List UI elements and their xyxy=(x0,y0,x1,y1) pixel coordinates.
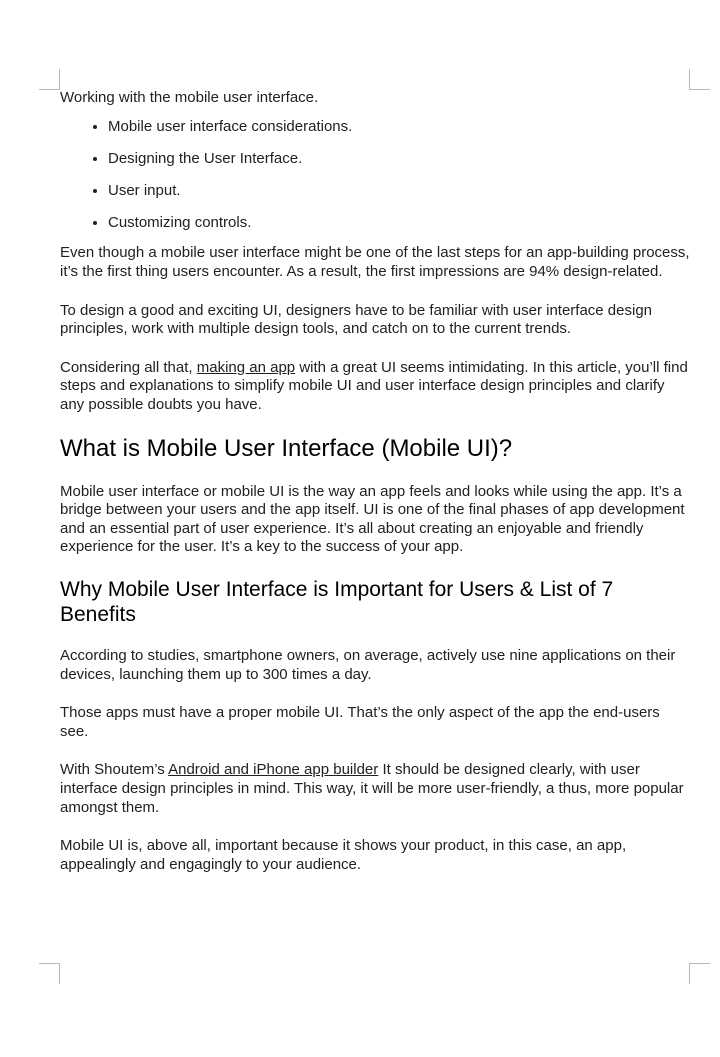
intro-line: Working with the mobile user interface. xyxy=(60,89,319,106)
paragraph-shows-product: Mobile UI is, above all, important because it shows your product, in this case, an app, appealingly and engagingly to your audience. xyxy=(60,837,627,873)
list-item: • Mobile user interface considerations. xyxy=(108,118,692,137)
making-an-app-link[interactable]: making an app xyxy=(196,358,296,376)
text-span: with a great UI seems intimidating. In this article, you’ll find steps and explanations to simplify mobile UI and user interface design principles and clarify any possible doubts you have. xyxy=(60,358,688,414)
text-span: Considering all that, xyxy=(60,358,197,376)
paragraph-proper-ui: Those apps must have a proper mobile UI. That’s the only aspect of the app the end-users see. xyxy=(60,704,660,740)
list-item: • User input. xyxy=(108,182,692,201)
paragraph-app-builder xyxy=(60,761,692,817)
paragraph-first-impressions: Even though a mobile user interface might be one of the last steps for an app-building process, it’s the first thing users encounter. As a result, the first impressions are 94% design-related. xyxy=(60,244,690,281)
list-item: • Designing the User Interface. xyxy=(108,150,692,169)
text-span: It should be designed clearly, with user interface design principles in mind. This way, it will be more user-friendly, a thus, more popular amongst them. xyxy=(60,761,684,816)
text-span: With Shoutem’s xyxy=(60,761,169,779)
list-item: • Customizing controls. xyxy=(108,214,692,233)
paragraph-studies: According to studies, smartphone owners, on average, actively use nine applications on their devices, launching them up to 300 times a day. xyxy=(60,647,676,683)
page-corner-mark-bottom-right xyxy=(689,963,710,984)
topics-list xyxy=(60,118,692,233)
document-page-body xyxy=(60,89,692,894)
paragraph-intimidating xyxy=(60,359,692,415)
page-corner-mark-top-left xyxy=(39,69,60,90)
paragraph-mobile-ui-definition: Mobile user interface or mobile UI is the way an app feels and looks while using the app. It’s a bridge between your users and the app itself. UI is one of the final phases of app development and an essential part of user experience. It’s all about creating an enjoyable and friendly experience for the user. It’s a key to the success of your app. xyxy=(60,482,685,556)
page-corner-mark-top-right xyxy=(689,69,710,90)
app-builder-link[interactable]: Android and iPhone app builder xyxy=(168,761,379,779)
paragraph-design-principles: To design a good and exciting UI, designers have to be familiar with user interface design principles, work with multiple design tools, and catch on to the current trends. xyxy=(60,301,653,338)
page-corner-mark-bottom-left xyxy=(39,963,60,984)
heading-what-is-mobile-ui: What is Mobile User Interface (Mobile UI)? xyxy=(60,434,513,462)
heading-why-mobile-ui-important: Why Mobile User Interface is Important for Users & List of 7 Benefits xyxy=(60,578,614,626)
